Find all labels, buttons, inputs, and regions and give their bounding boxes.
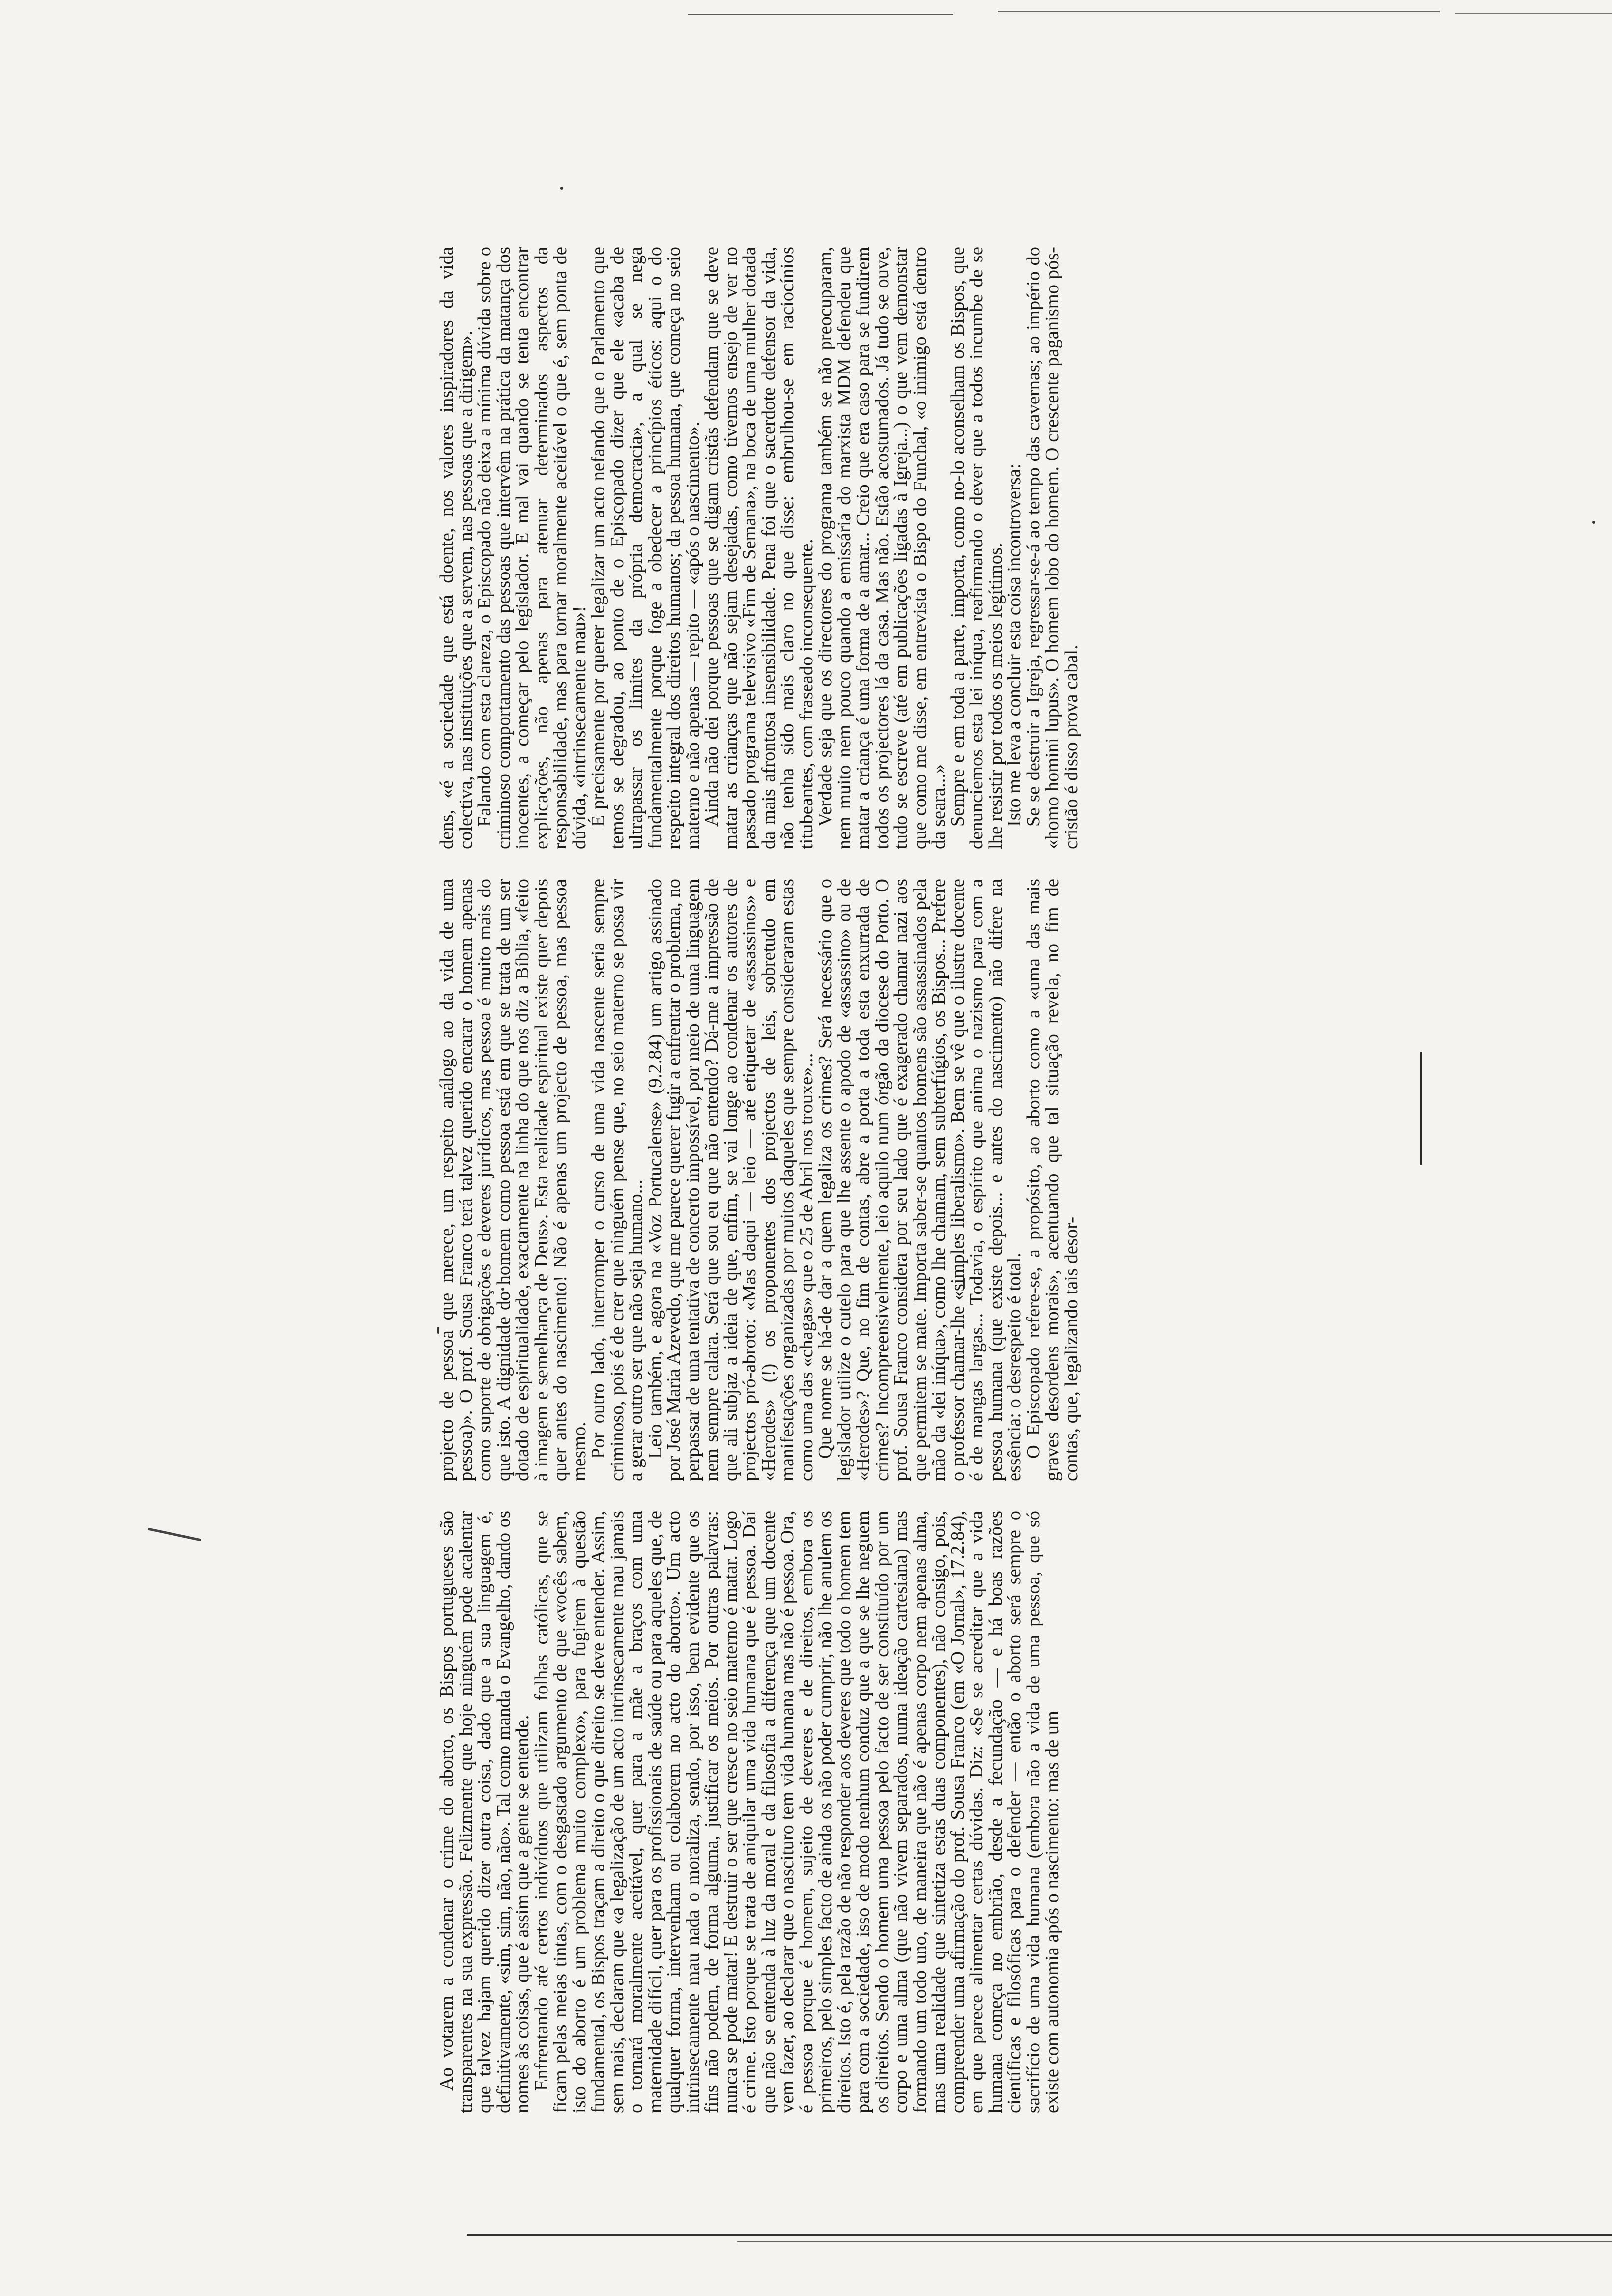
- paragraph: Verdade seja que os directores do programa também se não preocuparam, nem muito nem pouco quando a emissária do marxista MDM defendeu que matar a criança é uma forma de a amar... Creio que era caso para se fundirem todos os projectores lá da casa. Mas não. Estão acostumados. Já tudo se ouve, tudo se escreve (até em publicações ligadas à Igreja...) o que vem demonstar que como me disse, em entrevista o Bispo do Funchal, «o inimigo está dentro da seara...»: [815, 247, 949, 849]
- rotated-article: [437, 246, 1587, 2113]
- scan-mark: [148, 1528, 202, 1542]
- paragraph: Por outro lado, interromper o curso de uma vida nascente seria sempre criminoso, pois é de crer que ninguém pense que, no seio materno se possa vir a gerar outro ser que não seja humano...: [588, 879, 646, 1481]
- scan-edge-line: [737, 2241, 1612, 2242]
- paragraph: Enfrentando até certos indivíduos que utilizam folhas católicas, que se ficam pelas meias tintas, com o desgastado argumento de que «vocês sabem, isto do aborto é um problema muito complexo», para fugirem à questão fundamental, os Bispos traçam a direito o que direito se deve entender. Assim, sem mais, declaram que «a legalização de um acto intrinsecamente mau jamais o tornará moralmente aceitável, quer para a mãe a braços com uma maternidade difícil, quer para os profissionais de saúde ou para aqueles que, de qualquer forma, intervenham ou colaborem no acto do aborto». Um acto intrinsecamente mau nada o moraliza, sendo, por isso, bem evidente que os fins não podem, de forma alguma, justificar os meios. Por outras palavras: nunca se pode matar! E destruir o ser que cresce no seio materno é matar. Logo é crime. Isto porque se trata de aniquilar uma vida humana que é pessoa. Daí que não se entenda à luz da moral e da filosofia a diferença que um docente vem fazer, ao declarar que o nascituro tem vida humana mas não é pessoa. Ora, é pessoa porque é homem, sujeito de deveres e de direitos, embora os primeiros, pelo simples facto de ainda os não poder cumprir, não lhe anulem os direitos. Isto é, pela razão de não responder aos deveres que todo o homem tem para com a sociedade, isso de modo nenhum conduz que a que se lhe neguem os direitos. Sendo o homem uma pessoa pelo facto de ser constituído por um corpo e uma alma (que não vivem separados, numa ideação cartesiana) mas formando um todo uno, de maneira que não é apenas corpo nem apenas alma, mas uma realidade que sintetiza estas duas componentes), não consigo, pois, compreender uma afirmação do prof. Sousa Franco (em «O Jornal», 17.2.84), em que parece alimentar certas dúvidas. Diz: «Se se acreditar que a vida humana começa no embrião, desde a fecundação — e há boas razões científicas e filosóficas para o defender — então o aborto será sempre o sacrifício de uma vida humana (embora não a vida de uma pessoa, que só existe com autonomia após o nascimento: mas de um: [531, 1511, 1063, 2113]
- paragraph: Falando com esta clareza, o Episcopado não deixa a mínima dúvida sobre o criminoso comportamento das pessoas que intervêm na prática da matança dos inocentes, a começar pelo legislador. E mal vai quando se tenta encontrar explicações, não apenas para atenuar determinados aspectos da responsabilidade, mas para tornar moralmente aceitável o que é, sem ponta de dúvida, «intrinsecamente mau»!: [474, 247, 590, 849]
- paragraph: Sempre e em toda a parte, importa, como no-lo aconselham os Bispos, que denunciemos esta lei iníqua, reafirmando o dever que a todos incumbe de se lhe resistir por todos os meios legítimos.: [947, 247, 1006, 849]
- paragraph: Se se destruir a Igreja, regressar-se-á ao tempo das cavernas; ao império do «homo homini lupus». O homem lobo do homem. O crescente paganismo pós-cristão é disso prova cabal.: [1023, 247, 1082, 849]
- paragraph: Ao votarem a condenar o crime do aborto, os Bispos portugueses são transparentes na sua expressão. Felizmente que hoje ninguém pode acalentar que talvez hajam querido dizer outra coisa, dado que a sua linguagem é, definitivamente, «sim, sim, não, não». Tal como manda o Evangelho, dando os nomes às coisas, que é assim que a gente se entende.: [436, 1511, 533, 2113]
- article-columns: [437, 246, 1587, 2113]
- paragraph: Ainda não dei porque pessoas que se digam cristãs defendam que se deve matar as crianças que não sejam desejadas, como tivemos ensejo de ver no passado programa televisivo «Fim de Semana», na boca de uma mulher dotada da mais afrontosa insensibilidade. Pena foi que o sacerdote defensor da vida, não tenha sido mais claro no que disse: embrulhou-se em raciocínios titubeantes, com fraseado inconsequente.: [701, 247, 817, 849]
- scan-edge-line: [998, 11, 1440, 12]
- paragraph: É precisamente por querer legalizar um acto nefando que o Parlamento que temos se degradou, ao ponto de o Episcopado dizer que ele «acaba de ultrapassar os limites da própria democracia», a qual se nega fundamentalmente porque foge a obedecer a princípios éticos: aqui o do respeito integral dos direitos humanos; da pessoa humana, que começa no seio materno e não apenas — repito — «após o nascimento».: [588, 247, 703, 849]
- paragraph: dens, «é a sociedade que está doente, nos valores inspiradores da vida colectiva, nas instituições que a servem, nas pessoas que a dirigem».: [436, 247, 476, 849]
- paragraph: Isto me leva a concluir esta coisa incontroversa:: [1004, 463, 1025, 827]
- scan-speck: [1592, 521, 1595, 524]
- paragraph: Que nome se há-de dar a quem legaliza os crimes? Será necessário que o legislador utilize o cutelo para que lhe assente o apodo de «assassino» ou de «Herodes»? Que, no fim de contas, abre a porta a toda esta enxurrada de crimes? Incompreensivelmente, leio aquilo num órgão da diocese do Porto. O prof. Sousa Franco considera por seu lado que é exagerado chamar nazi aos que permitem se mate. Importa saber-se quantos homens são assassinados pela mão da «lei iníqua», como lhe chamam, sem subterfúgios, os Bispos... Prefere o professor chamar-lhe «simples liberalismo». Bem se vê que o ilustre docente é de mangas largas... Todavia, o espírito que anima o nazismo para com a pessoa humana (que existe depois... e antes do nascimento) não difere na essência: o desrespeito é total.: [815, 879, 1025, 1481]
- column-divider: [1420, 1052, 1422, 1165]
- scan-edge-line: [1455, 13, 1612, 14]
- scan-speck: [560, 187, 563, 190]
- paragraph: Leio também, e agora na «Voz Portucalense» (9.2.84) um artigo assinado por José Maria Azevedo, que me parece querer fugir a enfrentar o problema, no perpassar de uma tentativa de concerto impossível, por meio de uma linguagem nem sempre calara. Será que sou eu que não entendo? Dá-me a impressão de que ali subjaz a ideia de que, enfim, se vai longe ao condenar os autores de projectos pró-abroto: «Mas daqui — leio — até etiquetar de «assassinos» e «Herodes» (!) os proponentes dos projectos de leis, sobretudo em manifestações organizadas por muitos daqueles que sempre consideraram estas como uma das «chagas» que o 25 de Abril nos trouxe»...: [644, 879, 817, 1481]
- scan-edge-line: [467, 2234, 1612, 2236]
- paragraph: projecto de pessoa que merece, um respeito análogo ao da vida de uma pessoa)». O prof. Sousa Franco terá talvez querido encarar o homem apenas como suporte de obrigações e deveres jurídicos, mas pessoa é muito mais do que isto. A dignidade do homem como pessoa está em que se trata de um ser dotado de espiritualidade, exactamente na linha do que nos diz a Bíblia, «feito à imagem e semelhança de Deus». Esta realidade espiritual existe quer depois quer antes do nascimento! Não é apenas um projecto de pessoa, mas pessoa mesmo.: [436, 879, 590, 1481]
- column-2: [437, 879, 1587, 1481]
- column-3: [437, 247, 1587, 849]
- column-1: [437, 1511, 1587, 2113]
- paragraph: O Episcopado refere-se, a propósito, ao aborto como a «uma das mais graves desordens morais», acentuando que tal situação revela, no fim de contas, que, legalizando tais desor-: [1023, 879, 1082, 1481]
- scan-edge-line: [688, 14, 953, 15]
